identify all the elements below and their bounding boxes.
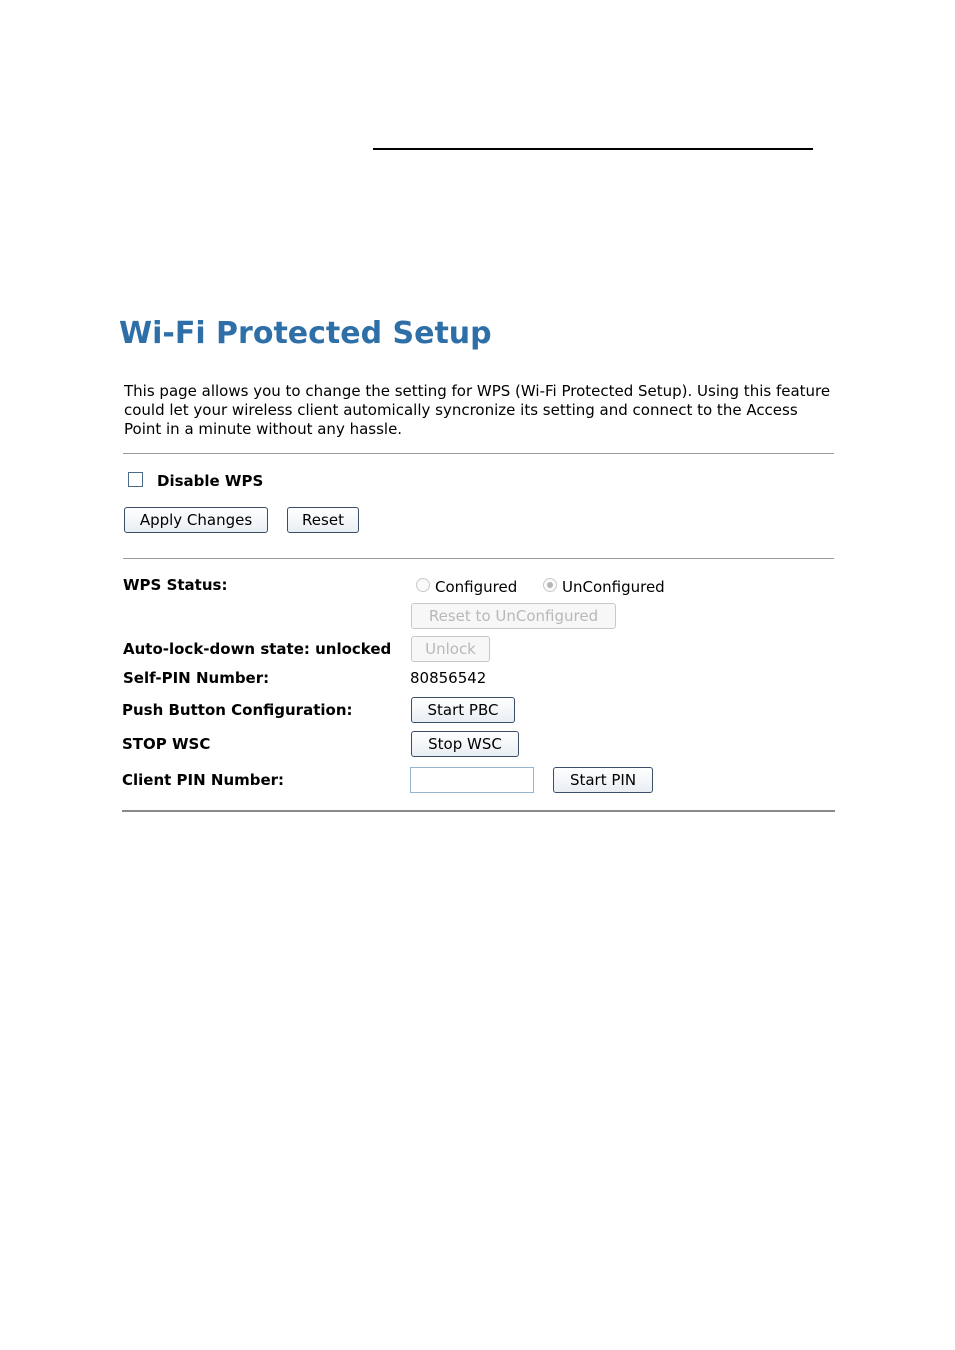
client-pin-input[interactable] <box>410 767 534 793</box>
self-pin-label: Self-PIN Number: <box>123 669 270 687</box>
disable-wps-checkbox[interactable] <box>128 472 143 487</box>
configured-radio[interactable] <box>416 578 430 592</box>
divider <box>123 453 834 454</box>
top-rule <box>373 148 813 150</box>
divider <box>122 810 835 812</box>
client-pin-label: Client PIN Number: <box>122 771 285 789</box>
self-pin-value: 80856542 <box>410 669 487 687</box>
apply-changes-button[interactable]: Apply Changes <box>124 507 268 533</box>
reset-to-unconfigured-button[interactable]: Reset to UnConfigured <box>411 603 616 629</box>
push-button-configuration-label: Push Button Configuration: <box>122 701 353 719</box>
unconfigured-radio-label: UnConfigured <box>562 578 665 596</box>
page-description: This page allows you to change the setting for WPS (Wi-Fi Protected Setup). Using this feature could let your wireless client automically syncronize its setting and connect to the Access Point in a minute without any hassle. <box>124 382 831 438</box>
wps-status-label: WPS Status: <box>123 576 228 594</box>
stop-wsc-label: STOP WSC <box>122 735 211 753</box>
page-title: Wi-Fi Protected Setup <box>119 316 492 351</box>
configured-radio-label: Configured <box>435 578 518 596</box>
reset-button[interactable]: Reset <box>287 507 359 533</box>
stop-wsc-button[interactable]: Stop WSC <box>411 731 519 757</box>
unlock-button[interactable]: Unlock <box>411 636 490 662</box>
auto-lock-down-label: Auto-lock-down state: unlocked <box>123 640 392 658</box>
start-pin-button[interactable]: Start PIN <box>553 767 653 793</box>
unconfigured-radio[interactable] <box>543 578 557 592</box>
disable-wps-label: Disable WPS <box>157 472 264 490</box>
divider <box>123 558 834 559</box>
start-pbc-button[interactable]: Start PBC <box>411 697 515 723</box>
